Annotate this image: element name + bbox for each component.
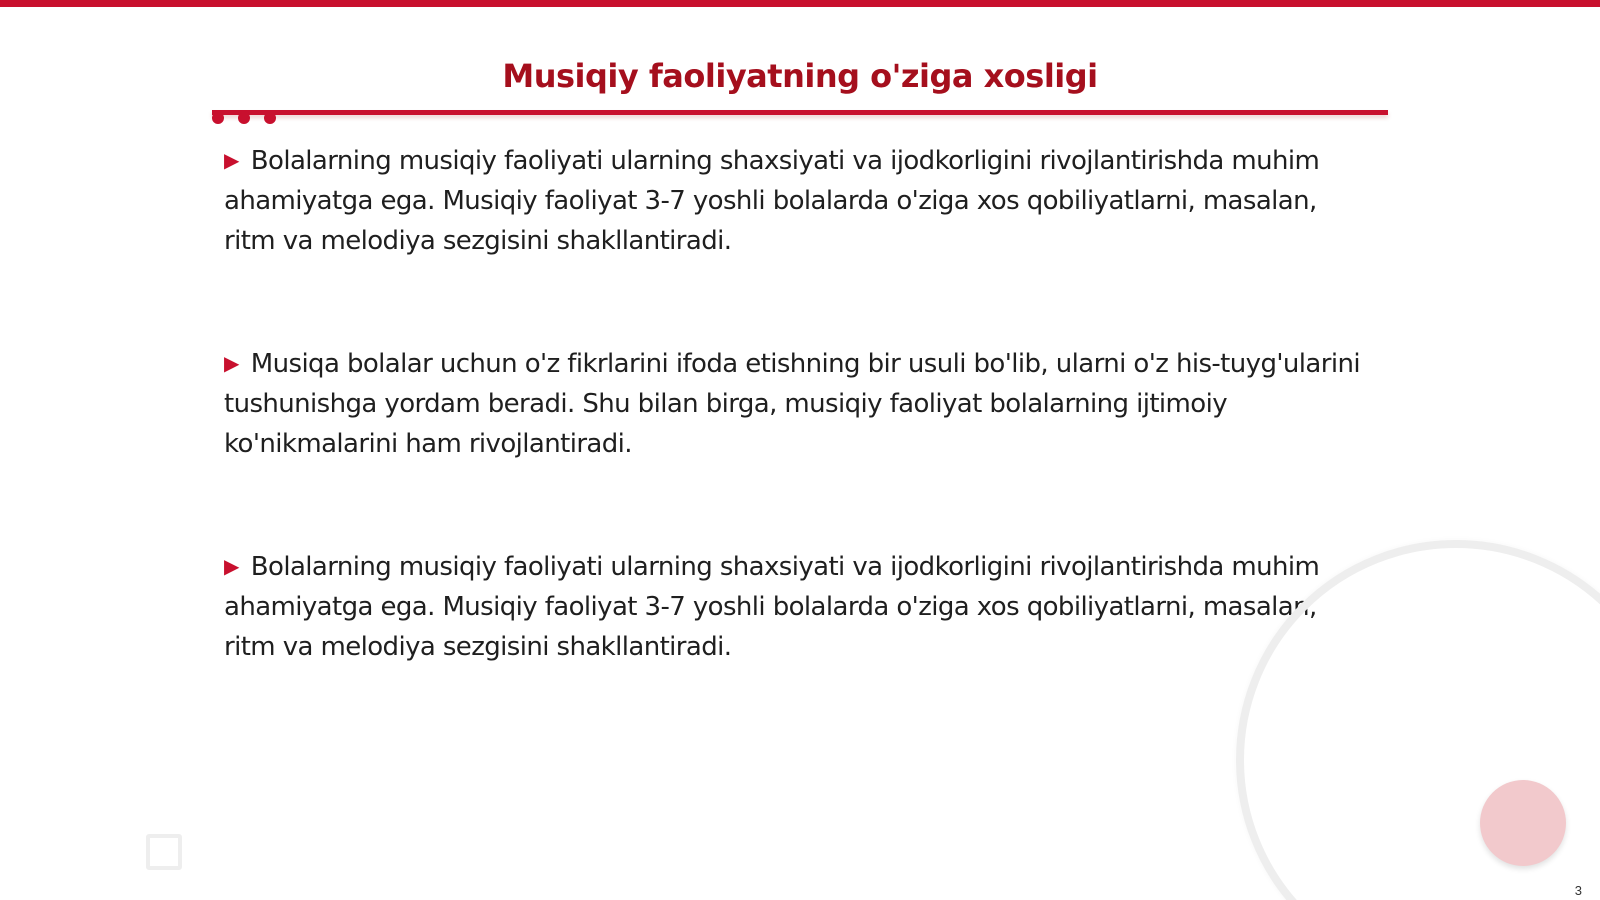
bullet-item <box>224 546 1374 667</box>
top-accent-bar <box>0 0 1600 7</box>
decor-dot <box>264 112 276 124</box>
triangle-right-icon: ▶ <box>224 554 239 578</box>
decor-dot <box>238 112 250 124</box>
triangle-right-icon: ▶ <box>224 351 239 375</box>
decor-dot <box>212 112 224 124</box>
bullet-text: Bolalarning musiqiy faoliyati ularning shaxsiyati va ijodkorligini rivojlantirishda muhim ahamiyatga ega. Musiqiy faoliyat 3-7 yoshli bolalarda o'ziga xos qobiliyatlarni, masalan, ritm va melodiya sezgisini shakllantiradi. <box>224 552 1320 662</box>
bullet-item <box>224 343 1374 464</box>
bullet-text: Bolalarning musiqiy faoliyati ularning shaxsiyati va ijodkorligini rivojlantirishda muhim ahamiyatga ega. Musiqiy faoliyat 3-7 yoshli bolalarda o'ziga xos qobiliyatlarni, masalan, ritm va melodiya sezgisini shakllantiradi. <box>224 146 1320 256</box>
decor-square <box>146 834 182 870</box>
bullet-item <box>224 140 1374 261</box>
slide-title: Musiqiy faoliyatning o'ziga xosligi <box>502 57 1098 95</box>
bullet-list <box>224 140 1374 749</box>
triangle-right-icon: ▶ <box>224 148 239 172</box>
bullet-text: Musiqa bolalar uchun o'z fikrlarini ifoda etishning bir usuli bo'lib, ularni o'z his-tuyg'ularini tushunishga yordam beradi. Shu bilan birga, musiqiy faoliyat bolalarning ijtimoiy ko'nikmalarini ham rivojlantiradi. <box>224 349 1360 459</box>
page-number: 3 <box>1574 883 1582 898</box>
title-underline <box>212 110 1388 115</box>
decor-pink-circle <box>1480 780 1566 866</box>
